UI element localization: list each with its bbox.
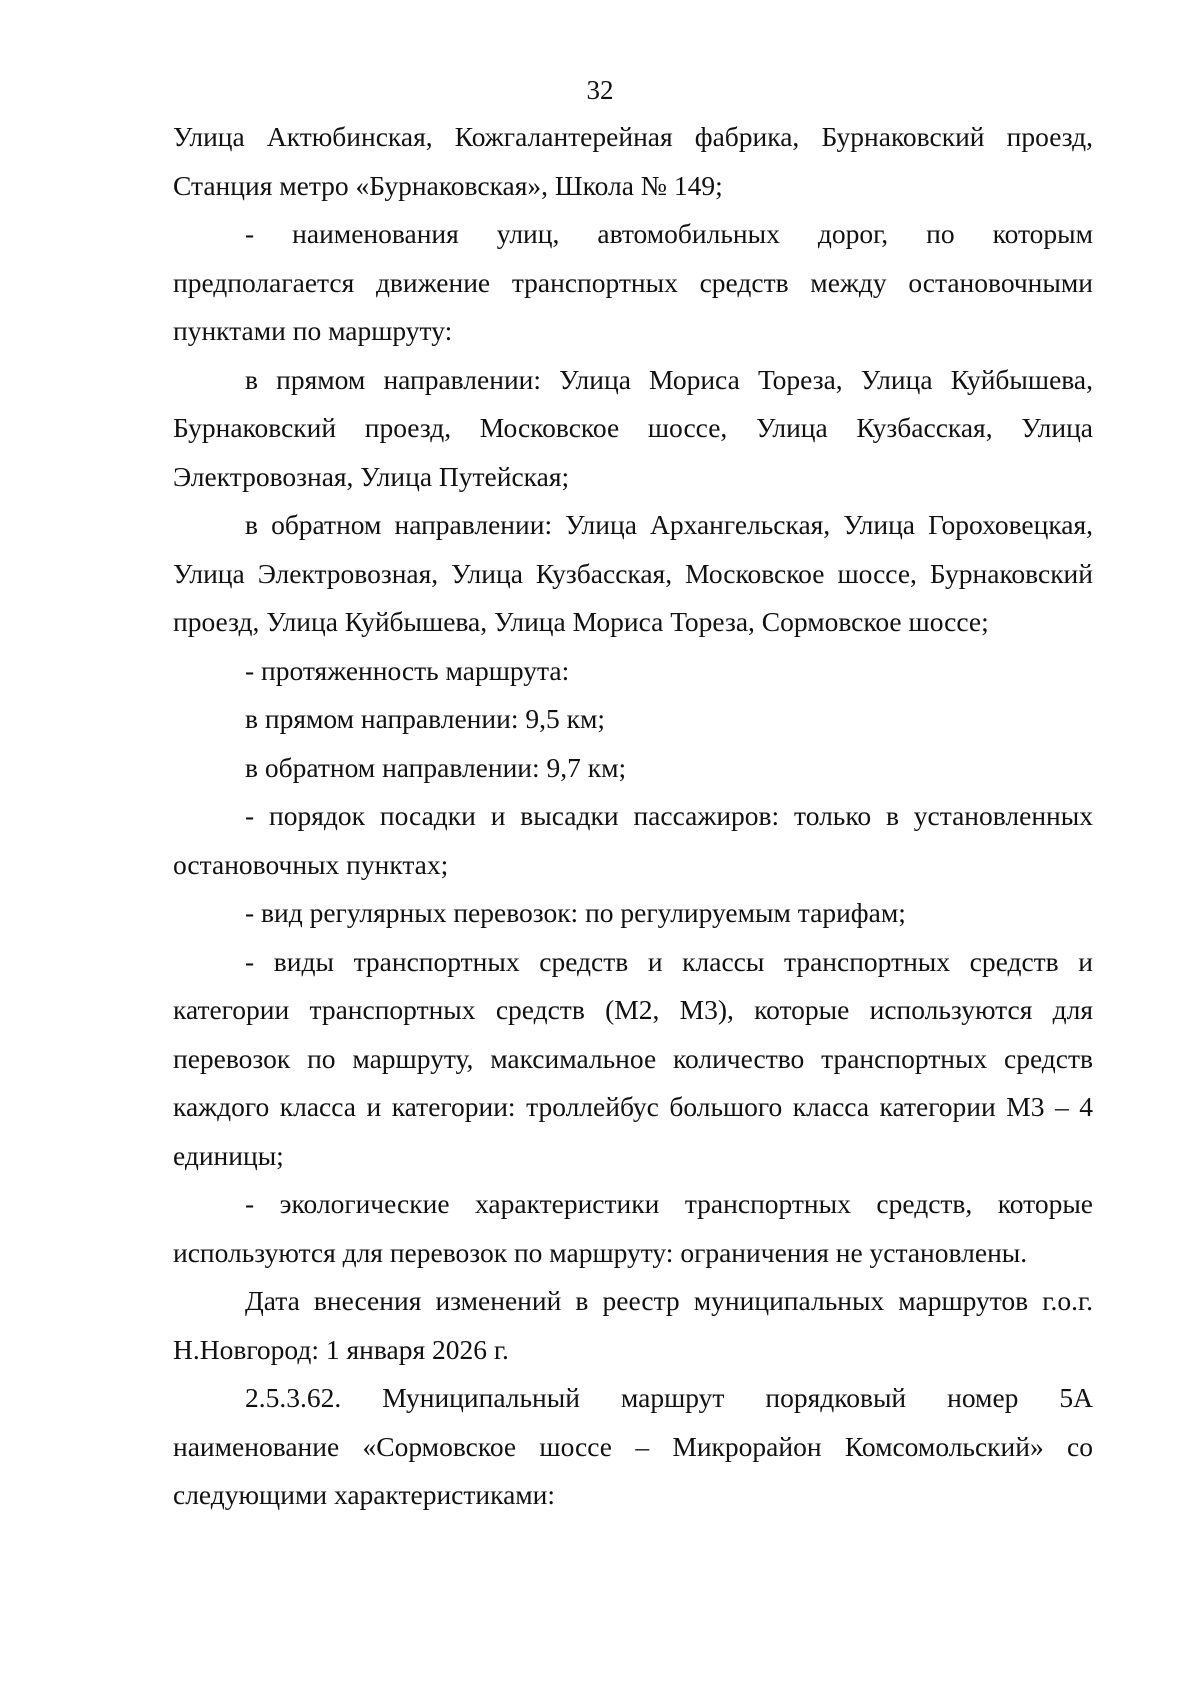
page-number: 32 bbox=[586, 75, 614, 105]
paragraph-route-length: - протяженность маршрута: bbox=[245, 654, 570, 686]
paragraph-route-heading: 2.5.3.62. Муниципальный маршрут порядковый номер 5А наименование «Сормовское шоссе – Микрорайон Комсомольский» со следующими характеристиками: bbox=[173, 1382, 1093, 1510]
paragraph-forward-direction: в прямом направлении: Улица Мориса Тореза, Улица Куйбышева, Бурнаковский проезд, Московское шоссе, Улица Кузбасская, Улица Электровозная, Улица Путейская; bbox=[173, 363, 1093, 492]
paragraph-reverse-direction: в обратном направлении: Улица Архангельская, Улица Гороховецкая, Улица Электровозная, Улица Кузбасская, Московское шоссе, Бурнаковский проезд, Улица Куйбышева, Улица Мориса Тореза, Сормовское шоссе; bbox=[173, 509, 1093, 637]
paragraph-transport-type: - вид регулярных перевозок: по регулируемым тарифам; bbox=[245, 897, 906, 928]
paragraph-street-names: - наименования улиц, автомобильных дорог, по которым предполагается движение транспортных средств между остановочными пунктами по маршруту: bbox=[173, 218, 1093, 346]
paragraph-change-date: Дата внесения изменений в реестр муниципальных маршрутов г.о.г. Н.Новгород: 1 января 2026 г. bbox=[173, 1285, 1093, 1365]
paragraph-vehicle-classes: - виды транспортных средств и классы транспортных средств и категории транспортных средств (М2, М3), которые используются для перевозок по маршруту, максимальное количество транспортных средств каждого класса и категории: троллейбус большого класса категории М3 – 4 единицы; bbox=[173, 945, 1093, 1171]
paragraph-reverse-length: в обратном направлении: 9,7 км; bbox=[245, 751, 627, 783]
paragraph-boarding-order: - порядок посадки и высадки пассажиров: только в установленных остановочных пунктах; bbox=[173, 800, 1093, 880]
paragraph-ecological: - экологические характеристики транспортных средств, которые используются для перевозок по маршруту: ограничения не установлены. bbox=[173, 1188, 1093, 1268]
document-body bbox=[173, 113, 1093, 1520]
paragraph-stops-continuation: Улица Актюбинская, Кожгалантерейная фабрика, Бурнаковский проезд, Станция метро «Бурнаковская», Школа № 149; bbox=[173, 121, 1093, 201]
paragraph-forward-length: в прямом направлении: 9,5 км; bbox=[245, 703, 605, 734]
